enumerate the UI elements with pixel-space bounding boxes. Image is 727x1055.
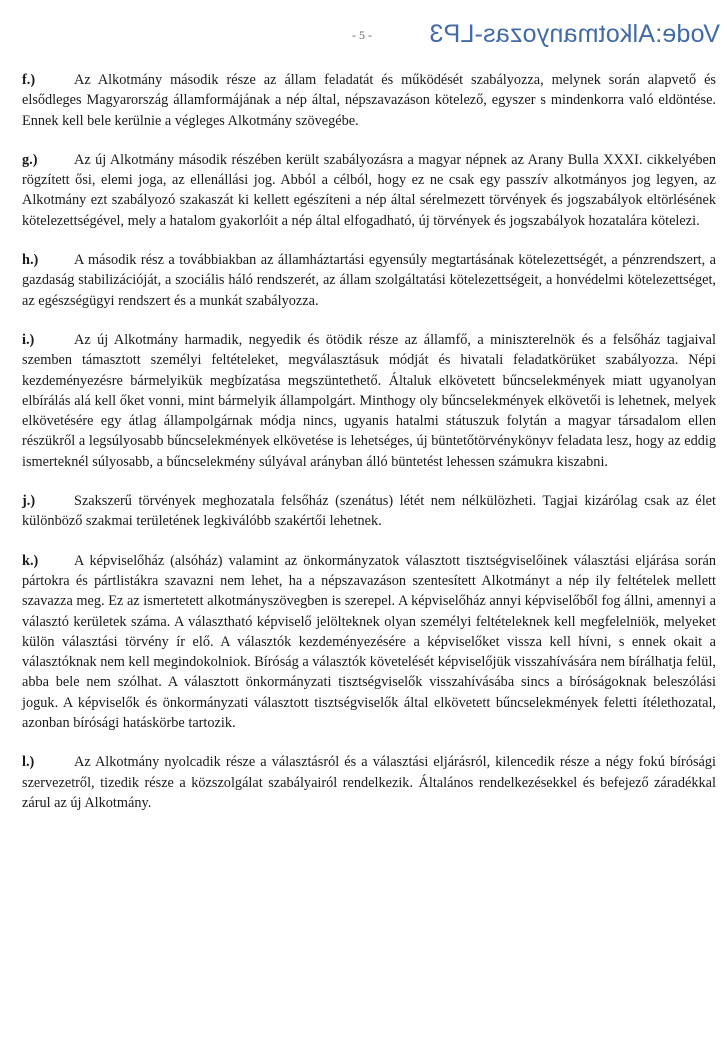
paragraph-label: f.) (22, 72, 36, 88)
paragraph-text: Az Alkotmány második része az állam feladatát és működését szabályozza, melynek során alapvető és elsődleges Magyarország államformájának a nép által, népszavazáson kötelező, egyszer s mindenkorra való eldöntése. Ennek kell bele kerülnie a végleges Alkotmány szövegébe. (22, 72, 716, 129)
paragraph-g (22, 150, 716, 231)
paragraph-f (22, 70, 716, 131)
paragraph-label: k.) (22, 552, 39, 569)
paragraph-text: Az Alkotmány nyolcadik része a választásról és a választási eljárásról, kilencedik része a négy fokú bírósági szervezetről, tizedik része a közszolgálat szabályairól rendelkezik. Általános rendelkezésekkel és befejező záradékkal zárul az új Alkotmány. (22, 754, 716, 811)
paragraph-l (22, 752, 716, 813)
paragraph-label: h.) (22, 252, 39, 269)
page-number: - 5 - (352, 28, 372, 42)
paragraph-text: Szakszerű törvények meghozatala felsőház (szenátus) létét nem nélkülözheti. Tagjai kizárólag csak az élet különböző szakmai területének legkiválóbb szakértői lehetnek. (22, 493, 716, 530)
paragraph-label: j.) (22, 493, 36, 510)
paragraph-label: g.) (22, 151, 38, 168)
paragraph-text: Az új Alkotmány harmadik, negyedik és ötödik része az államfő, a miniszterelnök és a felsőház tagjaival szemben támasztott személyi feltételeket, megválasztásuk módját és hivatali feladatkörüket szabályozza. Népi kezdeményezésre bármelyikük megbízatása megszüntethető. Általuk elkövetett bűncselekmények miatt ugyanolyan elbírálás alá kell őket vonni, mint bármelyik állampolgárt. Minthogy oly bűncselekmények elkövetői is lehetnek, melyek elkövetésére egy átlag állampolgárnak módja nincs, ugyanis hatalmi státuszuk folytán a magyar társadalom ellen részükről a legsúlyosabb bűncselekmények elkövetése is lehetséges, új büntetőtörvénykönyv feladata lesz, hogy az eddig ismerteknél súlyosabb, a bűncselekmény súlyával arányban álló büntetést lehessen számukra kiszabni. (22, 331, 716, 470)
paragraph-text: A képviselőház (alsóház) valamint az önkormányzatok választott tisztségviselőinek választási eljárása során pártokra és pártlistákra szavazni nem lehet, ha a népszavazáson szentesített Alkotmányt a nép ily feltételek mellett szavazza meg. Ez az ismertetett alkotmányszövegben is szerepel. A képviselőház annyi képviselőből fog állni, amennyi a választó kerületek száma. A választható képviselő jelölteknek olyan személyi feltételeknek kell megfelelniök, melyeket külön választási törvény ír elő. A választók kezdeményezésére a képviselőket vissza kell hívni, s ennek okait a választóknak nem kell megindokolniok. Bíróság a választók követelését képviselőjük visszahívására nem bírálhatja felül, abba bele nem szólhat. A választott önkormányzati tisztségviselők visszahívásába sincs a bíróságoknak beleszólási joguk. A képviselők és önkormányzati választott tisztségviselők által elkövetett bűncselekmények feletti ítélethozatal, azonban bírósági hatáskörbe tartozik. (22, 552, 716, 732)
mirrored-stamp: Vode:Alkotmanyozas-LP3 (429, 20, 720, 48)
document-body (22, 70, 716, 832)
paragraph-k (22, 551, 716, 734)
paragraph-i (22, 330, 716, 472)
paragraph-text: Az új Alkotmány második részében került szabályozásra a magyar népnek az Arany Bulla XXXI. cikkelyében rögzített ősi, elemi joga, az ellenállási jog. Abból a célból, hogy ez ne csak egy passzív alkotmányos jog legyen, az Alkotmány ezt szabályozó szakaszát ki kellett egészíteni a nép által sérelmezett törvények és jogszabályok eltörlésének kötelezettségével, mely a hatalom gyakorlóit a nép által elfogadható, új törvények és jogszabályok hozatalára kötelezi. (22, 151, 716, 229)
paragraph-h (22, 250, 716, 311)
paragraph-label: i.) (22, 331, 35, 348)
paragraph-label: l.) (22, 754, 35, 771)
paragraph-text: A második rész a továbbiakban az államháztartási egyensúly megtartásának kötelezettségét, a pénzrendszert, a gazdaság stabilizációját, a szociális háló rendszerét, az állam szolgáltatási kötelezettségeit, a honvédelmi kötelezettséget, az egészségügyi rendszert és a munkát szabályozza. (22, 252, 716, 309)
paragraph-j (22, 491, 716, 532)
